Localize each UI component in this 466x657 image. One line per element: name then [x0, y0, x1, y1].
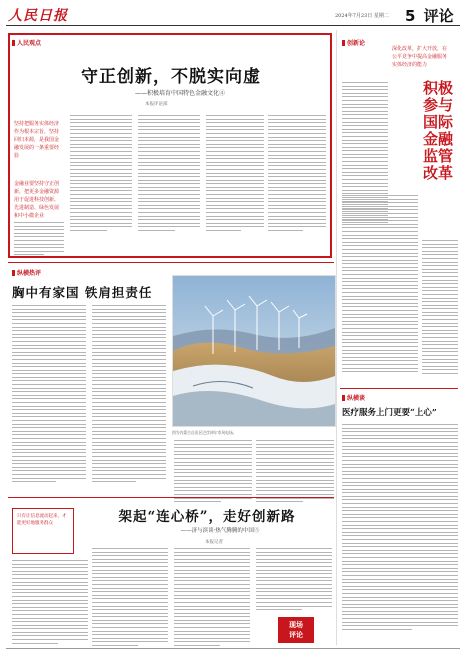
- logo-line2: 评论: [289, 631, 303, 639]
- body-text-col2: [138, 115, 200, 234]
- vertical-headline[interactable]: 积极参与国际金融监管改革: [423, 79, 454, 182]
- main-author: 本报评论部: [145, 102, 168, 107]
- body-text-col4: [268, 115, 326, 234]
- medical-text: [342, 424, 458, 632]
- footer-rule: [6, 648, 460, 649]
- body-text-col0: [14, 222, 64, 258]
- masthead: 人民日报: [8, 8, 68, 24]
- body-text-col1: [70, 115, 132, 234]
- column-divider: [336, 30, 337, 645]
- bottom-text-col4: [256, 548, 332, 613]
- right-mid-rule: [340, 388, 458, 389]
- xianchang-pinglun-logo: [278, 617, 314, 643]
- bottom-pull-quote: 只有让信息流动起来，才能更好地服务群众: [12, 508, 74, 554]
- bottom-headline[interactable]: 架起“连心桥”，走好创新路: [118, 509, 296, 525]
- section-tag-zongheng: 纵横热评: [12, 268, 41, 277]
- issue-date: 2024年7月23日 星期二: [335, 13, 389, 19]
- bottom-author: 本报记者: [205, 540, 223, 545]
- bottom-text-col2: [92, 548, 168, 649]
- bottom-subheadline: ——济与滨谈·热气腾腾的中国⑤: [180, 528, 260, 534]
- side-text-c: [422, 240, 458, 377]
- section-tag-chuangxin: 创新论: [342, 38, 365, 47]
- bottom-text-col1: [12, 560, 88, 646]
- side-text-b: [342, 195, 418, 375]
- main-headline[interactable]: 守正创新，不脱实向虚: [81, 67, 261, 87]
- medical-headline[interactable]: 医疗服务上门更要“上心”: [342, 408, 437, 418]
- middle-headline[interactable]: 胸中有家国 铁肩担责任: [12, 285, 153, 300]
- wind-turbine-landscape: [173, 276, 335, 426]
- section-tag-renmin: 人民观点: [12, 38, 41, 47]
- middle-text-col4: [256, 440, 334, 505]
- body-text-col3: [206, 115, 264, 234]
- bottom-top-rule: [8, 497, 334, 498]
- middle-text-col1: [12, 305, 86, 485]
- page-number: 5: [405, 7, 416, 25]
- page-label: [405, 5, 454, 26]
- middle-text-col2: [92, 305, 166, 485]
- wind-farm-photo: [172, 275, 336, 427]
- page-section: 评论: [423, 7, 454, 25]
- main-subheadline: ——积极培育中国特色金融文化④: [134, 90, 225, 97]
- middle-top-rule: [8, 262, 334, 263]
- side-pull-quote: 深化改革，扩大开放，在公平竞争中提高金融服务实体经济的能力: [392, 46, 448, 68]
- header-rule: [6, 25, 460, 26]
- photo-caption: 图为内蒙古自治区巴彦淖尔市风电场。: [172, 430, 237, 435]
- middle-text-col3: [174, 440, 252, 505]
- bottom-text-col3: [174, 548, 250, 649]
- pull-quote-b: 金融业要坚持守正创新，把更多金融资源用于促进科技创新、先进制造、绿色发展和中小微企业: [14, 181, 60, 219]
- logo-line1: 现场: [289, 621, 303, 629]
- pull-quote-a: 坚持把服务实体经济作为根本宗旨，坚持回归本源，是我国金融发展的一条重要经验: [14, 121, 60, 159]
- section-tag-zonghengtan: 纵横谈: [342, 393, 365, 402]
